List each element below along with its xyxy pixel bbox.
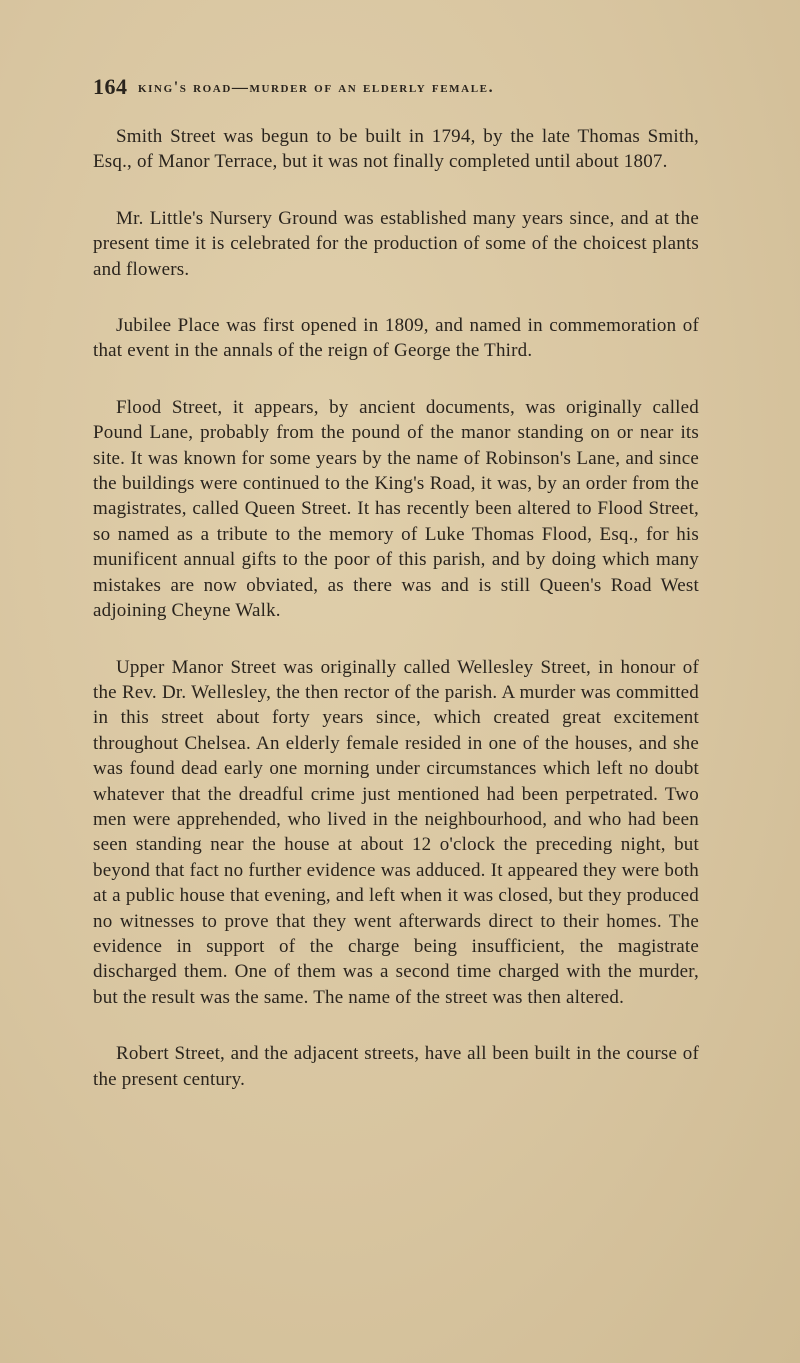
page-number: 164 bbox=[93, 74, 128, 99]
paragraph-jubilee-place: Jubilee Place was first opened in 1809, and named in commemoration of that event in the annals of the reign of George the Third. bbox=[93, 315, 699, 362]
running-head: king's road—murder of an elderly female. bbox=[138, 79, 495, 96]
paragraph-nursery-ground: Mr. Little's Nursery Ground was established many years since, and at the present time it is celebrated for the production of some of the choicest plants and flowers. bbox=[93, 207, 699, 280]
paragraph-smith-street: Smith Street was begun to be built in 1794, by the late Thomas Smith, Esq., of Manor Terrace, but it was not finally completed until about 1807. bbox=[93, 126, 699, 173]
paragraph-upper-manor-street: Upper Manor Street was originally called Wellesley Street, in honour of the Rev. Dr. Wellesley, the then rector of the parish. A murder was committed in this street about forty years since, which created great excitement throughout Chelsea. An elderly female resided in one of the houses, and she was found dead early one morning under circumstances which left no doubt whatever that the dreadful crime just mentioned had been perpetrated. Two men were apprehended, who lived in the neighbourhood, and who had been seen standing near the house at about 12 o'clock the preceding night, but beyond that fact no further evidence was adduced. It appeared they were both at a public house that evening, and left when it was closed, but they produced no witnesses to prove that they went afterwards direct to their homes. The evidence in support of the charge being insufficient, the magistrate discharged them. One of them was a second time charged with the murder, but the result was the same. The name of the street was then altered. bbox=[93, 656, 699, 1008]
page-header bbox=[93, 74, 713, 104]
body-text bbox=[93, 124, 699, 1092]
paragraph-flood-street: Flood Street, it appears, by ancient documents, was originally called Pound Lane, probably from the pound of the manor standing on or near its site. It was known for some years by the name of Robinson's Lane, and since the buildings were continued to the King's Road, it was, by an order from the magistrates, called Queen Street. It has recently been altered to Flood Street, so named as a tribute to the memory of Luke Thomas Flood, Esq., for his munificent annual gifts to the poor of this parish, and by doing which many mistakes are now obviated, as there was and is still Queen's Road West adjoining Cheyne Walk. bbox=[93, 396, 699, 622]
paragraph-robert-street: Robert Street, and the adjacent streets, have all been built in the course of the present century. bbox=[93, 1043, 699, 1090]
